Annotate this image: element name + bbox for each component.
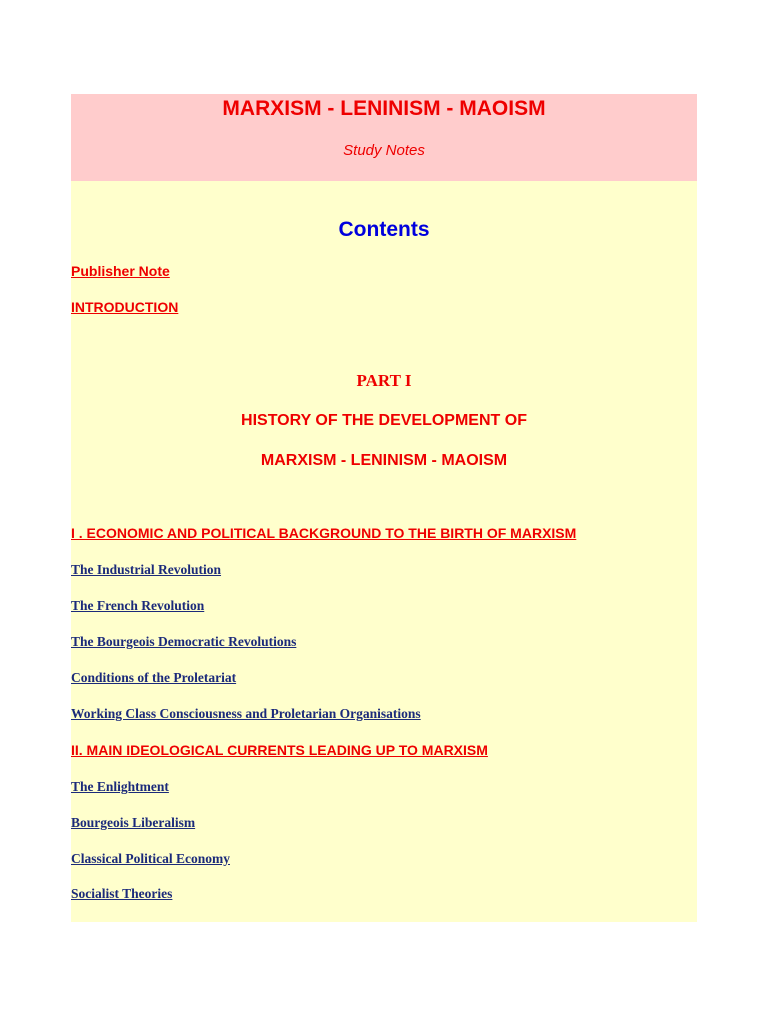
toc-link-industrial-revolution[interactable]: The Industrial Revolution [71, 562, 222, 577]
part-title-line-1: HISTORY OF THE DEVELOPMENT OF [241, 412, 527, 429]
contents-panel [71, 181, 697, 922]
contents-heading: Contents [338, 218, 430, 241]
toc-link-bourgeois-liberalism[interactable]: Bourgeois Liberalism [71, 815, 196, 830]
section-link-economic-background[interactable]: I . ECONOMIC AND POLITICAL BACKGROUND TO THE BIRTH OF MARXISM [71, 525, 577, 541]
toc-link-socialist-theories[interactable]: Socialist Theories [71, 886, 173, 901]
toc-link-enlightment[interactable]: The Enlightment [71, 779, 169, 794]
page-title: MARXISM - LENINISM - MAOISM [222, 97, 546, 120]
page-subtitle: Study Notes [343, 142, 425, 159]
link-publisher-note[interactable]: Publisher Note [71, 263, 170, 279]
toc-link-french-revolution[interactable]: The French Revolution [71, 598, 205, 613]
toc-link-bourgeois-democratic-revolutions[interactable]: The Bourgeois Democratic Revolutions [71, 634, 297, 649]
section-link-ideological-currents[interactable]: II. MAIN IDEOLOGICAL CURRENTS LEADING UP TO MARXISM [71, 742, 488, 758]
link-introduction[interactable]: INTRODUCTION [71, 299, 179, 315]
toc-link-working-class-consciousness[interactable]: Working Class Consciousness and Proletarian Organisations [71, 706, 421, 721]
part-label: PART I [356, 371, 412, 390]
toc-link-classical-political-economy[interactable]: Classical Political Economy [71, 851, 230, 866]
toc-link-conditions-of-proletariat[interactable]: Conditions of the Proletariat [71, 670, 237, 685]
part-title-line-2: MARXISM - LENINISM - MAOISM [260, 452, 508, 469]
